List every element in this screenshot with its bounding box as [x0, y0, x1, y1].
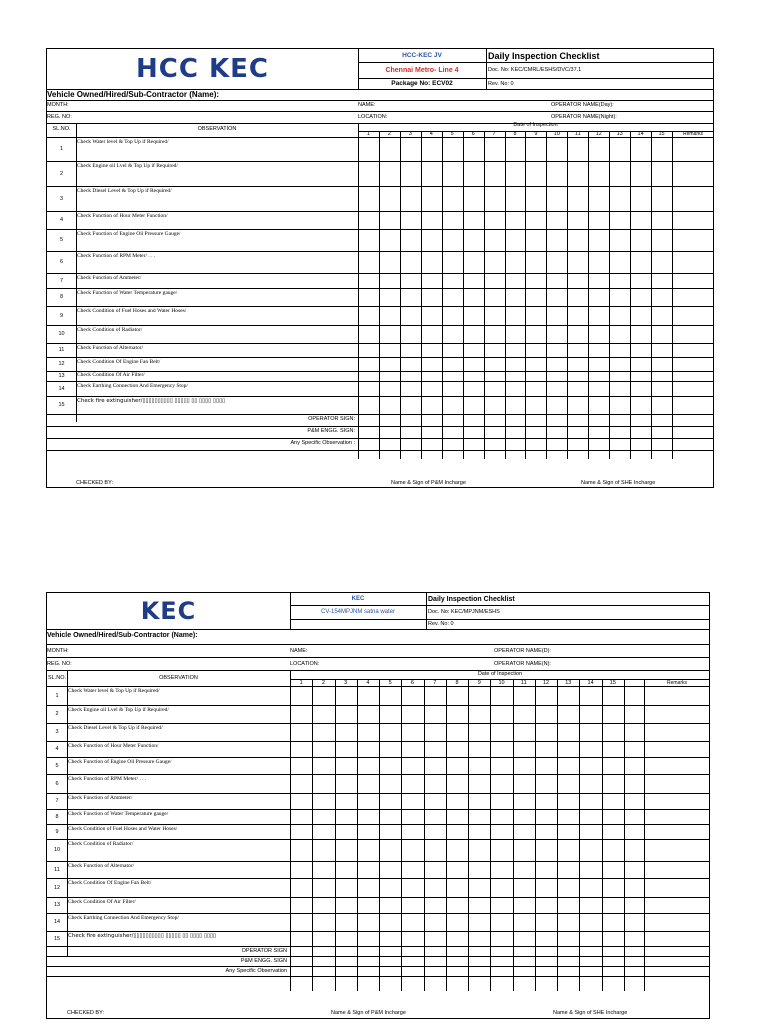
- item-number: 8: [55, 813, 59, 820]
- item-number: 6: [55, 780, 59, 787]
- checked-by-label: CHECKED BY:: [67, 1010, 104, 1016]
- item-number: 11: [54, 866, 60, 873]
- item-number: 7: [59, 277, 64, 284]
- observation-header: OBSERVATION: [159, 675, 198, 681]
- company-name: KEC: [351, 596, 365, 602]
- item-number: 13: [58, 373, 65, 379]
- observation-item: Check Function of Hour Meter Function/: [68, 743, 159, 749]
- rev-no: Rev. No: 0: [488, 80, 514, 87]
- checklist-sheet-2: [46, 592, 710, 1019]
- day-column-header: 12: [542, 680, 550, 686]
- remarks-header: Remarks: [682, 131, 703, 137]
- day-column-header: 11: [574, 131, 581, 137]
- specific-observation-label: Any Specific Observation :: [290, 440, 355, 446]
- day-column-header: 9: [477, 680, 481, 686]
- day-column-header: 6: [471, 131, 475, 137]
- item-number: 1: [59, 146, 64, 152]
- observation-item: Check fire extinguisher/▯▯▯▯▯▯▯▯▯▯ ▯▯▯▯▯ ▯▯ ▯▯▯▯ ▯▯▯▯: [77, 398, 226, 404]
- observation-item: Check Condition of Fuel Hoses and Water Hoses/: [68, 826, 178, 832]
- pm-incharge-label: Name & Sign of P&M Incharge: [391, 480, 466, 486]
- day-column-header: 1: [299, 680, 303, 686]
- project-name: Chennai Metro- Line 4: [385, 66, 459, 74]
- day-column-header: 7: [433, 680, 437, 686]
- observation-item: Check Function of Hour Meter Function/: [77, 213, 168, 219]
- location-label: LOCATION:: [358, 114, 388, 120]
- item-number: 6: [59, 259, 64, 265]
- reg-no-label: REG. NO:: [47, 114, 72, 120]
- day-column-header: 9: [534, 131, 538, 137]
- observation-item: Check Earthing Connection And Emergency Stop/: [68, 915, 179, 921]
- hcc-kec-logo: [47, 49, 358, 89]
- she-incharge-label: Name & Sign of SHE Incharge: [581, 480, 656, 486]
- observation-item: Check fire extinguisher/▯▯▯▯▯▯▯▯▯▯ ▯▯▯▯▯ ▯▯ ▯▯▯▯ ▯▯▯▯: [68, 933, 217, 939]
- day-column-header: 8: [513, 131, 517, 137]
- observation-item: Check Water level & Top Up if Required/: [68, 688, 160, 694]
- operator-sign-label: OPERATOR SIGN:: [308, 416, 355, 422]
- observation-item: Check Function of Engine Oil Pressure Gauge/: [77, 231, 181, 237]
- she-incharge-label: Name & Sign of SHE Incharge: [553, 1010, 628, 1016]
- item-number: 8: [59, 294, 64, 300]
- item-number: 11: [58, 347, 65, 353]
- observation-item: Check Diesel Level & Top Up if Required/: [77, 188, 172, 194]
- date-of-inspection-header: Date of Inspection: [513, 122, 558, 128]
- pm-sign-label: P&M ENGG. SIGN:: [307, 428, 355, 434]
- doc-no: Doc. No: KEC/CMRL/ESHS/DVC/37.1: [488, 67, 582, 73]
- day-column-header: 11: [520, 680, 527, 686]
- operator-night-label: OPERATOR NAME(Night):: [551, 114, 617, 120]
- logo-text: HCC KEC: [136, 54, 269, 84]
- item-number: 10: [58, 331, 65, 337]
- observation-item: Check Function of Alternator/: [68, 863, 135, 869]
- checklist-sheet-1: [46, 48, 714, 488]
- day-column-header: 2: [387, 131, 391, 137]
- day-column-header: 10: [498, 680, 505, 686]
- item-number: 2: [55, 711, 59, 717]
- day-column-header: 6: [410, 680, 414, 686]
- form-title: Daily Inspection Checklist: [488, 50, 600, 61]
- day-column-header: 15: [658, 131, 665, 137]
- day-column-header: 4: [429, 131, 433, 137]
- day-column-header: 13: [565, 680, 572, 686]
- operator-sign-label: OPERATOR SIGN: [241, 948, 287, 954]
- item-number: 12: [53, 884, 61, 891]
- observation-item: Check Function of RPM Meter/ . . .: [68, 776, 147, 782]
- item-number: 9: [59, 312, 64, 319]
- observation-item: Check Condition of Radiator/: [68, 841, 134, 847]
- observation-item: Check Function of Ammeter/: [77, 275, 142, 281]
- project-name: CV-154MPJNM satna water: [320, 609, 396, 615]
- item-number: 14: [58, 385, 65, 392]
- item-number: 1: [55, 692, 59, 699]
- name-label: NAME:: [358, 102, 376, 108]
- day-column-header: 5: [388, 680, 392, 686]
- logo-text: KEC: [140, 597, 197, 625]
- item-number: 14: [53, 919, 61, 925]
- observation-item: Check Earthing Connection And Emergency Stop/: [77, 383, 188, 389]
- observation-item: Check Engine oil Lvel & Top Up if Required/: [68, 707, 169, 713]
- name-label: NAME:: [290, 648, 308, 654]
- day-column-header: 10: [553, 131, 560, 137]
- day-column-header: 5: [450, 131, 454, 137]
- observation-item: Check Function of Engine Oil Pressure Gauge/: [68, 759, 172, 765]
- item-number: 4: [59, 217, 64, 223]
- pm-incharge-label: Name & Sign of P&M Incharge: [331, 1010, 406, 1016]
- operator-night-label: OPERATOR NAME(N):: [494, 661, 551, 667]
- day-column-header: 15: [609, 680, 616, 686]
- observation-item: Check Engine oil Lvel & Top Up if Required/: [77, 163, 178, 169]
- item-number: 15: [53, 935, 61, 942]
- day-column-header: 3: [408, 131, 412, 137]
- observation-item: Check Function of RPM Meter/ . . .: [77, 253, 156, 259]
- day-column-header: 2: [321, 680, 325, 686]
- rev-no: Rev. No: 0: [428, 621, 454, 627]
- location-label: LOCATION:: [290, 661, 320, 667]
- item-number: 10: [53, 847, 61, 853]
- checked-by-label: CHECKED BY:: [76, 480, 113, 486]
- operator-day-label: OPERATOR NAME(D):: [494, 648, 551, 654]
- item-number: 7: [55, 798, 59, 804]
- sl-no-header: SL.NO.: [52, 126, 71, 132]
- observation-item: Check Condition Of Engine Fan Belt/: [68, 880, 152, 886]
- day-column-header: 4: [366, 680, 370, 686]
- kec-logo: [47, 593, 290, 629]
- observation-item: Check Diesel Level & Top Up if Required/: [68, 725, 163, 731]
- observation-item: Check Water level & Top Up if Required/: [77, 139, 169, 145]
- doc-no: Doc. No: KEC/MPJNM/ESHS: [428, 609, 500, 615]
- observation-item: Check Function of Alternator/: [77, 345, 144, 351]
- month-label: MONTH:: [47, 648, 69, 654]
- day-column-header: 12: [595, 131, 602, 137]
- day-column-header: 7: [492, 131, 496, 137]
- vehicle-owner-label: Vehicle Owned/Hired/Sub-Contractor (Name):: [47, 632, 198, 639]
- pm-sign-label: P&M ENGG. SIGN: [240, 958, 287, 964]
- item-number: 3: [59, 195, 64, 202]
- date-of-inspection-header: Date of Inspection: [477, 671, 523, 677]
- item-number: 5: [59, 237, 64, 243]
- item-number: 15: [58, 402, 65, 408]
- observation-item: Check Condition Of Air Filter/: [68, 899, 136, 905]
- operator-day-label: OPERATOR NAME(Day):: [551, 102, 614, 108]
- day-column-header: 3: [344, 680, 348, 686]
- day-column-header: 14: [637, 131, 644, 137]
- day-column-header: 8: [455, 680, 459, 686]
- vehicle-owner-label: Vehicle Owned/Hired/Sub-Contractor (Name):: [47, 90, 220, 99]
- item-number: 13: [53, 902, 61, 908]
- observation-item: Check Function of Ammeter/: [68, 795, 133, 801]
- reg-no-label: REG. NO:: [47, 661, 72, 667]
- item-number: 5: [55, 762, 59, 769]
- observation-header: OBSERVATION: [197, 126, 237, 132]
- company-name: HCC-KEC JV: [402, 52, 442, 59]
- form-title: Daily Inspection Checklist: [428, 595, 515, 603]
- item-number: 9: [55, 828, 59, 835]
- item-number: 2: [59, 170, 64, 177]
- observation-item: Check Function of Water Temperature gauge/: [77, 290, 178, 296]
- package-no: Package No: ECV02: [391, 80, 453, 87]
- observation-item: Check Condition of Fuel Hoses and Water Hoses/: [77, 308, 187, 314]
- item-number: 4: [55, 746, 59, 752]
- observation-item: Check Condition Of Engine Fan Belt/: [77, 359, 161, 365]
- sl-no-header: SL.NO.: [47, 675, 67, 681]
- item-number: 12: [58, 361, 65, 367]
- item-number: 3: [55, 729, 59, 735]
- day-column-header: 1: [366, 131, 370, 137]
- day-column-header: 13: [616, 131, 623, 137]
- specific-observation-label: Any Specific Observation: [225, 968, 287, 974]
- day-column-header: 14: [587, 680, 594, 686]
- remarks-header: Remarks: [666, 680, 687, 686]
- observation-item: Check Condition of Radiator/: [77, 327, 143, 333]
- observation-item: Check Function of Water Temperature gauge/: [68, 811, 169, 817]
- month-label: MONTH:: [47, 102, 69, 108]
- observation-item: Check Condition Of Air Filter/: [77, 372, 145, 378]
